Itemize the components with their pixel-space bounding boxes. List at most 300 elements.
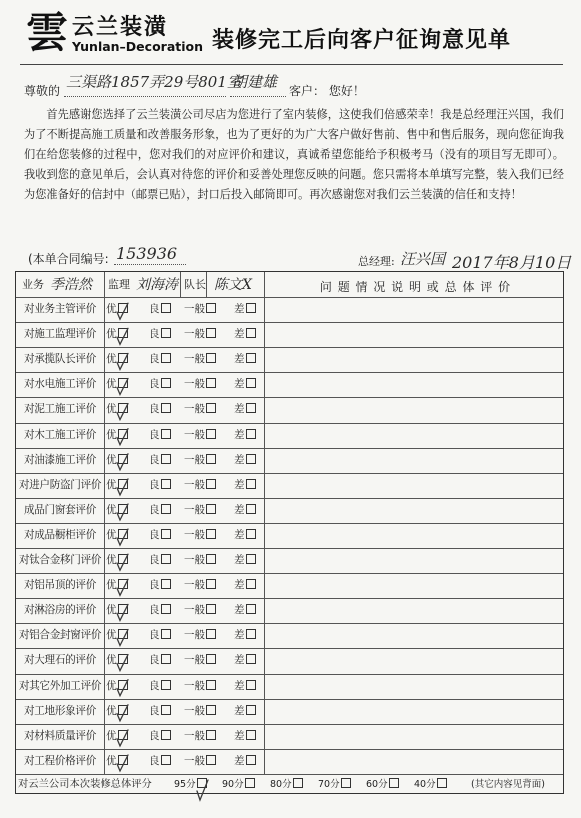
rating-checkbox[interactable]: [206, 353, 216, 363]
rating-option[interactable]: [149, 473, 171, 498]
rating-option[interactable]: [184, 548, 216, 573]
rating-option[interactable]: [234, 397, 256, 422]
rating-option[interactable]: [234, 699, 256, 724]
rating-option[interactable]: [184, 724, 216, 749]
rating-label: 差: [234, 679, 245, 692]
rating-label: 良: [149, 579, 160, 592]
rating-option[interactable]: [149, 347, 171, 372]
rating-checkbox[interactable]: [206, 429, 216, 439]
rating-label: 良: [149, 328, 160, 341]
rating-label: 优: [106, 453, 117, 466]
row-divider: [16, 623, 563, 624]
rating-label: 优: [106, 679, 117, 692]
rating-label: 优: [106, 604, 117, 617]
rating-checkbox[interactable]: [161, 454, 171, 464]
rating-label: 良: [149, 403, 160, 416]
rating-checkbox[interactable]: [206, 529, 216, 539]
row-label: 对淋浴房的评价: [23, 604, 97, 617]
score-checkbox[interactable]: [197, 778, 207, 788]
rating-checkbox[interactable]: [246, 554, 256, 564]
rating-option[interactable]: [184, 423, 216, 448]
rating-option[interactable]: [106, 724, 128, 749]
rating-option[interactable]: [234, 322, 256, 347]
contract-number-label: (本单合同编号:: [28, 252, 109, 266]
rating-option[interactable]: [234, 724, 256, 749]
rating-checkbox[interactable]: [161, 730, 171, 740]
rating-checkbox[interactable]: [246, 604, 256, 614]
rating-checkbox[interactable]: [246, 654, 256, 664]
rating-label: 良: [149, 378, 160, 391]
rating-label: 一般: [184, 654, 205, 667]
rating-checkbox[interactable]: [206, 479, 216, 489]
rating-checkbox[interactable]: [246, 378, 256, 388]
rating-checkbox[interactable]: [206, 629, 216, 639]
rating-checkbox[interactable]: [206, 504, 216, 514]
row-label: 对水电施工评价: [23, 378, 97, 391]
rating-option[interactable]: [234, 372, 256, 397]
customer-name[interactable]: 胡建雄: [232, 73, 278, 91]
total-score-label: 对云兰公司本次装修总体评分: [18, 778, 152, 790]
rating-option[interactable]: [149, 372, 171, 397]
rating-checkbox[interactable]: [118, 479, 128, 489]
rating-option[interactable]: [184, 648, 216, 673]
foreman-signature[interactable]: 陈文X: [214, 277, 252, 293]
rating-option[interactable]: [149, 523, 171, 548]
row-label: 对油漆施工评价: [23, 453, 97, 466]
score-checkbox[interactable]: [245, 778, 255, 788]
rating-checkbox[interactable]: [161, 479, 171, 489]
rating-label: 差: [234, 478, 245, 491]
rating-option[interactable]: [234, 448, 256, 473]
rating-label: 一般: [184, 303, 205, 315]
row-label: 对大理石的评价: [23, 654, 97, 667]
row-divider: [16, 397, 563, 398]
rating-label: 良: [149, 729, 160, 742]
rating-option[interactable]: [234, 648, 256, 673]
rating-label: 差: [234, 303, 245, 315]
row-label: 对成品橱柜评价: [23, 528, 97, 541]
yunlan-logo-mark: 雲: [26, 8, 69, 57]
rating-option[interactable]: [106, 749, 128, 774]
rating-option[interactable]: [184, 473, 216, 498]
rating-checkbox[interactable]: [246, 529, 256, 539]
rating-checkbox[interactable]: [246, 454, 256, 464]
rating-label: 差: [234, 503, 245, 516]
rating-option[interactable]: [149, 397, 171, 422]
rating-option[interactable]: [184, 598, 216, 623]
rating-label: 优: [106, 754, 117, 767]
rating-checkbox[interactable]: [118, 654, 128, 664]
rating-checkbox[interactable]: [118, 604, 128, 614]
rating-checkbox[interactable]: [161, 654, 171, 664]
score-checkbox[interactable]: [389, 778, 399, 788]
rating-checkbox[interactable]: [118, 378, 128, 388]
rating-option[interactable]: [149, 674, 171, 699]
rating-option[interactable]: [234, 498, 256, 523]
row-divider: [16, 523, 563, 524]
row-label: 对工程价格评价: [23, 754, 97, 767]
row-divider: [16, 498, 563, 499]
rating-option[interactable]: [184, 523, 216, 548]
row-label: 对施工监理评价: [23, 328, 97, 341]
rating-option[interactable]: [184, 322, 216, 347]
rating-label: 一般: [184, 554, 205, 566]
row-label: 成品门窗套评价: [23, 503, 97, 516]
rating-checkbox[interactable]: [118, 755, 128, 765]
row-divider: [16, 448, 563, 449]
rating-option[interactable]: [106, 598, 128, 623]
row-divider: [16, 749, 563, 750]
salutation-prefix: 尊敬的: [24, 84, 61, 98]
rating-label: 差: [234, 579, 245, 592]
rating-checkbox[interactable]: [246, 328, 256, 338]
brand-name-chinese: 云兰装潢: [72, 15, 169, 40]
row-divider: [16, 372, 563, 373]
rating-label: 优: [106, 403, 117, 416]
rating-checkbox[interactable]: [206, 328, 216, 338]
rating-checkbox[interactable]: [246, 353, 256, 363]
rating-checkbox[interactable]: [246, 755, 256, 765]
rating-label: 一般: [184, 704, 205, 717]
rating-checkbox[interactable]: [118, 504, 128, 514]
score-option[interactable]: [174, 774, 207, 795]
row-divider: [16, 548, 563, 549]
evaluation-table: [15, 271, 564, 794]
rating-label: 良: [149, 478, 160, 491]
rating-label: 良: [149, 453, 160, 466]
rating-label: 差: [234, 754, 245, 767]
rating-label: 良: [149, 528, 160, 541]
row-label: 对进户防盗门评价: [18, 478, 102, 491]
rating-label: 良: [149, 704, 160, 717]
supervisor-label: 监理: [108, 278, 130, 291]
rating-option[interactable]: [184, 749, 216, 774]
score-checkbox[interactable]: [341, 778, 351, 788]
rating-checkbox[interactable]: [206, 554, 216, 564]
rating-checkbox[interactable]: [246, 705, 256, 715]
rating-label: 优: [106, 629, 117, 642]
brand-name-english: Yunlan–Decoration: [72, 39, 204, 54]
row-divider: [16, 598, 563, 599]
rating-option[interactable]: [184, 498, 216, 523]
rating-label: 差: [234, 704, 245, 717]
rating-option[interactable]: [149, 724, 171, 749]
row-divider: [16, 347, 563, 348]
rating-option[interactable]: [106, 297, 128, 322]
rating-option[interactable]: [234, 573, 256, 598]
row-divider: [16, 674, 563, 675]
row-divider: [16, 423, 563, 424]
rating-option[interactable]: [184, 347, 216, 372]
foreman-label: 队长: [184, 278, 206, 291]
rating-option[interactable]: [184, 573, 216, 598]
rating-option[interactable]: [106, 397, 128, 422]
row-divider: [16, 473, 563, 474]
rating-option[interactable]: [106, 523, 128, 548]
rating-option[interactable]: [149, 598, 171, 623]
rating-option[interactable]: [234, 473, 256, 498]
rating-checkbox[interactable]: [118, 705, 128, 715]
rating-checkbox[interactable]: [161, 429, 171, 439]
name-fill-line: [230, 96, 286, 97]
rating-checkbox[interactable]: [118, 730, 128, 740]
rating-checkbox[interactable]: [118, 529, 128, 539]
rating-label: 差: [234, 729, 245, 742]
rating-checkbox[interactable]: [161, 680, 171, 690]
rating-option[interactable]: [106, 448, 128, 473]
rating-label: 良: [149, 428, 160, 441]
rating-option[interactable]: [234, 674, 256, 699]
rating-option[interactable]: [184, 699, 216, 724]
rating-checkbox[interactable]: [206, 579, 216, 589]
rating-checkbox[interactable]: [206, 403, 216, 413]
row-label: 对其它外加工评价: [18, 679, 102, 692]
signature-date[interactable]: 2017年8月10日: [452, 253, 572, 272]
notes-column-header: 问 题 情 况 说 明 或 总 体 评 价: [319, 280, 512, 294]
rating-checkbox[interactable]: [161, 529, 171, 539]
rating-option[interactable]: [234, 523, 256, 548]
rating-label: 差: [234, 629, 245, 642]
rating-option[interactable]: [149, 623, 171, 648]
rating-option[interactable]: [234, 548, 256, 573]
rating-label: 一般: [184, 403, 205, 416]
row-label: 对工地形象评价: [23, 704, 97, 717]
rating-option[interactable]: [184, 674, 216, 699]
row-divider: [16, 699, 563, 700]
rating-label: 良: [149, 654, 160, 667]
rating-label: 一般: [184, 478, 205, 491]
rating-option[interactable]: [106, 423, 128, 448]
rating-label: 一般: [184, 679, 205, 692]
rating-checkbox[interactable]: [118, 353, 128, 363]
rating-label: 一般: [184, 528, 205, 541]
rating-label: 差: [234, 378, 245, 391]
rating-label: 良: [149, 303, 160, 315]
rating-option[interactable]: [106, 347, 128, 372]
rating-checkbox[interactable]: [206, 730, 216, 740]
rating-label: 优: [106, 654, 117, 667]
rating-label: 一般: [184, 428, 205, 441]
score-checkbox[interactable]: [293, 778, 303, 788]
rating-option[interactable]: [149, 423, 171, 448]
rating-checkbox[interactable]: [161, 604, 171, 614]
rating-label: 优: [106, 704, 117, 717]
rating-option[interactable]: [106, 498, 128, 523]
letter-body: 首先感谢您选择了云兰装潢公司尽店为您进行了室内装修，这使我们倍感荣幸！我是总经理汪兴国，我们为了不断提高施工质量和改善服务形象，也为了更好的为广大客户做好售前、售中和售后服务，现向您征询我们在给您装修的过程中，您对我们的对应评价和建议，真诚希望您能给予积极考马（没有的项目写无即可）。我收到您的意见单后，会认真对待您的评价和妥善处理您反映的问题。您只需将本单填写完整，装入我们已经为您准备好的信封中（邮票已贴），封口后投入邮筒即可。再次感谢您对我们云兰装潢的信任和支持！: [24, 108, 564, 201]
rating-option[interactable]: [184, 448, 216, 473]
rating-checkbox[interactable]: [246, 303, 256, 313]
rating-checkbox[interactable]: [118, 429, 128, 439]
rating-label: 差: [234, 453, 245, 466]
rating-checkbox[interactable]: [206, 705, 216, 715]
row-divider: [16, 573, 563, 574]
rating-checkbox[interactable]: [246, 403, 256, 413]
rating-label: 良: [149, 754, 160, 767]
see-reverse-note: (其它内容见背面): [471, 779, 545, 790]
document-title: 装修完工后向客户征询意见单: [212, 28, 512, 53]
rating-option[interactable]: [106, 648, 128, 673]
rating-checkbox[interactable]: [118, 303, 128, 313]
rating-label: 一般: [184, 328, 205, 341]
contract-number[interactable]: 153936: [116, 244, 178, 263]
row-label: 对业务主管评价: [23, 303, 97, 315]
title-divider: [20, 64, 563, 65]
customer-address[interactable]: 三渠路1857弄29号801室: [66, 73, 242, 91]
header-row-divider: [16, 297, 563, 298]
rating-option[interactable]: [234, 749, 256, 774]
score-checkbox[interactable]: [437, 778, 447, 788]
rating-checkbox[interactable]: [118, 328, 128, 338]
score-option[interactable]: [366, 774, 399, 795]
rating-label: 优: [106, 428, 117, 441]
rating-checkbox[interactable]: [206, 654, 216, 664]
rating-label: 一般: [184, 629, 205, 642]
contract-fill-line: [114, 264, 186, 265]
rating-checkbox[interactable]: [206, 303, 216, 313]
rating-option[interactable]: [149, 448, 171, 473]
row-divider: [16, 322, 563, 323]
rating-option[interactable]: [149, 648, 171, 673]
rating-option[interactable]: [149, 573, 171, 598]
salesman-signature[interactable]: 季浩然: [50, 277, 92, 293]
rating-option[interactable]: [149, 322, 171, 347]
row-label: 对泥工施工评价: [23, 403, 97, 416]
rating-checkbox[interactable]: [206, 454, 216, 464]
rating-label: 差: [234, 604, 245, 617]
rating-label: 优: [106, 729, 117, 742]
manager-label: 总经理:: [358, 255, 395, 268]
rating-checkbox[interactable]: [161, 629, 171, 639]
rating-checkbox[interactable]: [118, 629, 128, 639]
rating-option[interactable]: [234, 623, 256, 648]
rating-checkbox[interactable]: [246, 579, 256, 589]
rating-option[interactable]: [106, 473, 128, 498]
rating-label: 良: [149, 629, 160, 642]
rating-option[interactable]: [234, 598, 256, 623]
rating-option[interactable]: [106, 623, 128, 648]
rating-option[interactable]: [184, 397, 216, 422]
rating-checkbox[interactable]: [161, 403, 171, 413]
rating-label: 一般: [184, 754, 205, 767]
rating-label: 优: [106, 328, 117, 341]
row-divider: [16, 774, 563, 775]
rating-option[interactable]: [234, 423, 256, 448]
rating-checkbox[interactable]: [118, 579, 128, 589]
rating-checkbox[interactable]: [118, 680, 128, 690]
rating-option[interactable]: [184, 297, 216, 322]
rating-checkbox[interactable]: [161, 504, 171, 514]
row-label: 对铝合金封窗评价: [18, 629, 102, 642]
score-option[interactable]: [222, 774, 255, 795]
rating-checkbox[interactable]: [206, 378, 216, 388]
rating-label: 差: [234, 328, 245, 341]
rating-checkbox[interactable]: [206, 680, 216, 690]
rating-checkbox[interactable]: [161, 303, 171, 313]
row-label: 对钛合金移门评价: [18, 554, 102, 566]
rating-label: 一般: [184, 378, 205, 391]
score-label: 80分: [270, 779, 292, 790]
rating-option[interactable]: [106, 548, 128, 573]
rating-option[interactable]: [149, 498, 171, 523]
rating-checkbox[interactable]: [118, 454, 128, 464]
rating-checkbox[interactable]: [246, 479, 256, 489]
header-divider: [206, 272, 207, 297]
rating-label: 优: [106, 378, 117, 391]
score-option[interactable]: [270, 774, 303, 795]
score-label: 95分: [174, 779, 196, 790]
rating-label: 良: [149, 353, 160, 366]
rating-checkbox[interactable]: [118, 554, 128, 564]
rating-label: 优: [106, 503, 117, 516]
header-divider: [180, 272, 181, 297]
score-label: 60分: [366, 779, 388, 790]
row-divider: [16, 724, 563, 725]
rating-checkbox[interactable]: [246, 429, 256, 439]
rating-checkbox[interactable]: [206, 604, 216, 614]
row-label: 对材料质量评价: [23, 729, 97, 742]
rating-label: 良: [149, 554, 160, 566]
rating-option[interactable]: [234, 297, 256, 322]
row-label: 对木工施工评价: [23, 428, 97, 441]
rating-checkbox[interactable]: [246, 730, 256, 740]
rating-label: 优: [106, 528, 117, 541]
rating-checkbox[interactable]: [206, 755, 216, 765]
rating-label: 一般: [184, 353, 205, 366]
salutation-suffix: 客户： 您好！: [289, 84, 365, 98]
row-label: 对承揽队长评价: [23, 353, 97, 366]
rating-option[interactable]: [149, 297, 171, 322]
rating-label: 差: [234, 654, 245, 667]
rating-option[interactable]: [184, 623, 216, 648]
rating-checkbox[interactable]: [161, 579, 171, 589]
rating-option[interactable]: [234, 347, 256, 372]
rating-option[interactable]: [106, 674, 128, 699]
rating-checkbox[interactable]: [161, 705, 171, 715]
supervisor-signature[interactable]: 刘海涛: [136, 277, 178, 293]
score-option[interactable]: [414, 774, 447, 795]
rating-label: 优: [106, 579, 117, 592]
rating-label: 优: [106, 353, 117, 366]
rating-label: 差: [234, 528, 245, 541]
address-fill-line: [64, 96, 226, 97]
rating-option[interactable]: [106, 573, 128, 598]
rating-checkbox[interactable]: [161, 378, 171, 388]
rating-checkbox[interactable]: [246, 504, 256, 514]
score-label: 90分: [222, 779, 244, 790]
rating-checkbox[interactable]: [161, 755, 171, 765]
rating-option[interactable]: [149, 749, 171, 774]
rating-option[interactable]: [106, 372, 128, 397]
rating-option[interactable]: [149, 548, 171, 573]
score-option[interactable]: [318, 774, 351, 795]
rating-label: 优: [106, 303, 117, 315]
rating-label: 一般: [184, 579, 205, 592]
rating-option[interactable]: [184, 372, 216, 397]
rating-label: 差: [234, 403, 245, 416]
rating-checkbox[interactable]: [246, 629, 256, 639]
rating-checkbox[interactable]: [161, 554, 171, 564]
rating-option[interactable]: [149, 699, 171, 724]
rating-checkbox[interactable]: [246, 680, 256, 690]
rating-checkbox[interactable]: [161, 328, 171, 338]
rating-option[interactable]: [106, 322, 128, 347]
rating-checkbox[interactable]: [161, 353, 171, 363]
rating-label: 差: [234, 428, 245, 441]
rating-label: 优: [106, 554, 117, 566]
rating-option[interactable]: [106, 699, 128, 724]
rating-checkbox[interactable]: [118, 403, 128, 413]
rating-label: 差: [234, 353, 245, 366]
